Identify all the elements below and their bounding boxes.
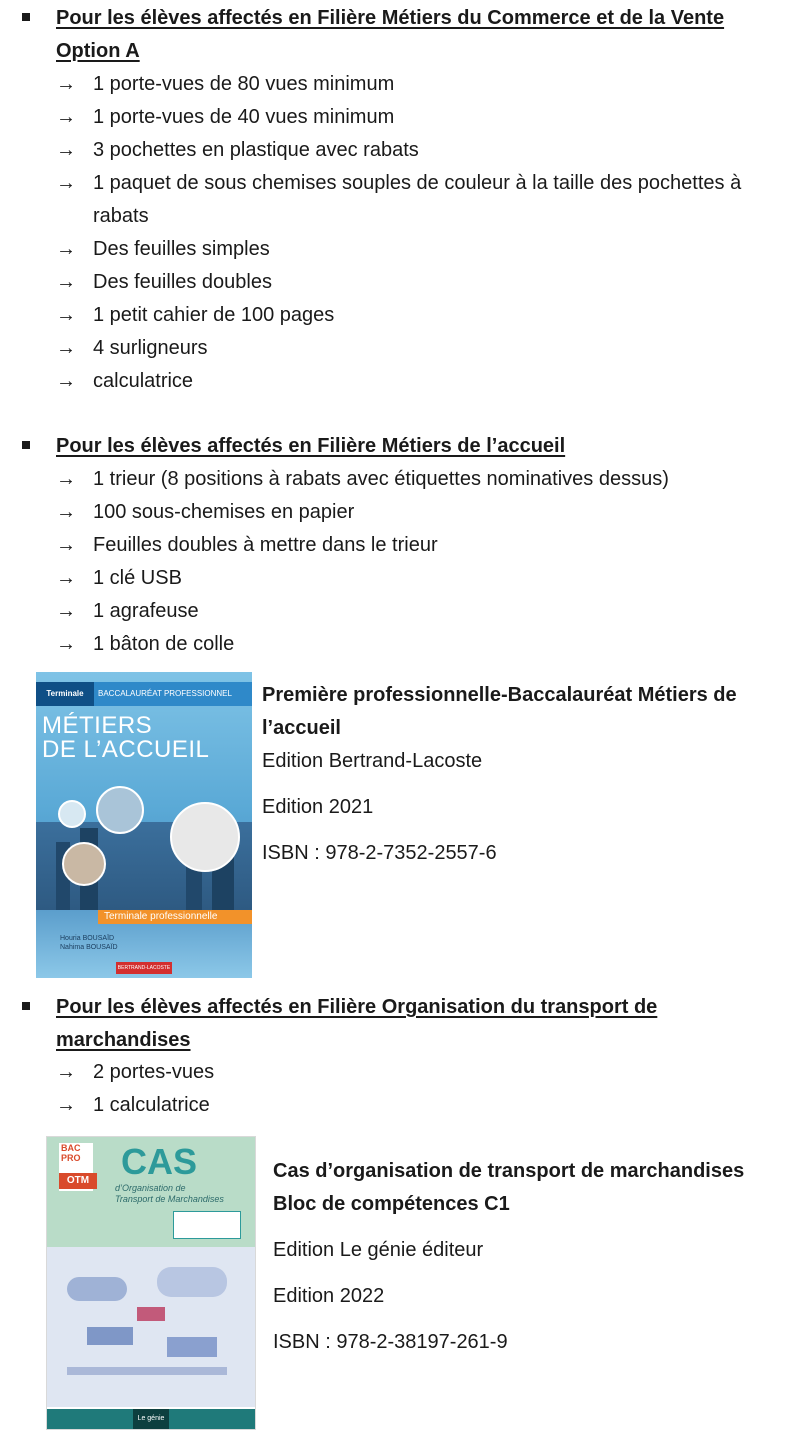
list-item: → 3 pochettes en plastique avec rabats — [0, 134, 783, 167]
cover-publisher-logo: Le génie — [133, 1409, 169, 1429]
right-arrow-icon: → — [56, 600, 76, 622]
book-title: Première professionnelle-Baccalauréat Métiers de l’accueil — [262, 684, 737, 739]
cover-bac-label: BAC PRO — [61, 1143, 81, 1163]
cover-illustration — [47, 1247, 255, 1407]
right-arrow-icon: → — [56, 172, 76, 194]
list-item: → Des feuilles doubles — [0, 266, 783, 299]
list-item: → 1 porte-vues de 40 vues minimum — [0, 101, 783, 134]
book-info — [273, 1155, 793, 1359]
list-item: → 1 calculatrice — [0, 1089, 783, 1122]
right-arrow-icon: → — [56, 106, 76, 128]
book-cover-cas-otm — [46, 1136, 256, 1430]
book-cover-metiers-accueil — [36, 672, 252, 978]
list-item: → 2 portes-vues — [0, 1056, 783, 1089]
supply-list — [0, 463, 805, 661]
cover-publisher-logo: BERTRAND-LACOSTE — [116, 962, 172, 974]
list-item: → 4 surligneurs — [0, 332, 783, 365]
right-arrow-icon: → — [56, 468, 76, 490]
list-item: → Feuilles doubles à mettre dans le trieur — [0, 529, 783, 562]
list-item: → 1 clé USB — [0, 562, 783, 595]
list-item: → 1 petit cahier de 100 pages — [0, 299, 783, 332]
section-heading: Pour les élèves affectés en Filière Métiers de l’accueil — [56, 435, 566, 457]
right-arrow-icon: → — [56, 501, 76, 523]
list-item: → 1 trieur (8 positions à rabats avec étiquettes nominatives dessus) — [0, 463, 783, 496]
book-title: Cas d’organisation de transport de marchandises Bloc de compétences C1 — [273, 1160, 745, 1215]
book-info — [262, 679, 792, 870]
square-bullet-icon — [22, 13, 30, 21]
cover-title: MÉTIERS DE L’ACCUEIL — [42, 712, 210, 763]
list-item: → calculatrice — [0, 365, 783, 398]
book-isbn: ISBN : 978-2-38197-261-9 — [273, 1331, 508, 1353]
cover-subtitle: d’Organisation de Transport de Marchandises — [115, 1183, 224, 1204]
book-publisher: Edition Bertrand-Lacoste — [262, 750, 483, 772]
square-bullet-icon — [22, 1002, 30, 1010]
book-isbn: ISBN : 978-2-7352-2557-6 — [262, 842, 497, 864]
cover-photo-circle — [96, 786, 144, 834]
list-item: → Des feuilles simples — [0, 233, 783, 266]
list-item: → 1 agrafeuse — [0, 595, 783, 628]
cover-photo-circle — [58, 800, 86, 828]
cover-photo-circle — [170, 802, 240, 872]
book-publisher: Edition Le génie éditeur — [273, 1239, 484, 1261]
right-arrow-icon: → — [56, 337, 76, 359]
supply-list — [0, 68, 805, 398]
cover-title: CAS — [121, 1141, 198, 1182]
right-arrow-icon: → — [56, 567, 76, 589]
right-arrow-icon: → — [56, 271, 76, 293]
section-heading: Pour les élèves affectés en Filière Organisation du transport de marchandises — [56, 996, 658, 1051]
right-arrow-icon: → — [56, 370, 76, 392]
right-arrow-icon: → — [56, 633, 76, 655]
cover-otm-label: OTM — [59, 1173, 97, 1189]
cover-level-band: Terminale professionnelle — [98, 910, 252, 924]
right-arrow-icon: → — [56, 1061, 76, 1083]
cover-stamp — [173, 1211, 241, 1239]
section-heading: Pour les élèves affectés en Filière Métiers du Commerce et de la Vente Option A — [56, 7, 725, 62]
supply-list — [0, 1056, 805, 1122]
right-arrow-icon: → — [56, 304, 76, 326]
square-bullet-icon — [22, 441, 30, 449]
right-arrow-icon: → — [56, 139, 76, 161]
book-edition: Edition 2022 — [273, 1285, 385, 1307]
right-arrow-icon: → — [56, 73, 76, 95]
right-arrow-icon: → — [56, 238, 76, 260]
cover-authors: Houria BOUSAÏD Nahima BOUSAÏD — [60, 935, 118, 951]
list-item: → 1 bâton de colle — [0, 628, 783, 661]
right-arrow-icon: → — [56, 534, 76, 556]
cover-series: BACCALAURÉAT PROFESSIONNEL — [98, 689, 232, 698]
book-edition: Edition 2021 — [262, 796, 374, 818]
list-item: → 1 porte-vues de 80 vues minimum — [0, 68, 783, 101]
list-item: → 1 paquet de sous chemises souples de couleur à la taille des pochettes à rabats — [0, 167, 783, 233]
list-item: → 100 sous-chemises en papier — [0, 496, 783, 529]
cover-photo-circle — [62, 842, 106, 886]
right-arrow-icon: → — [56, 1094, 76, 1116]
cover-tag: Terminale — [36, 682, 94, 706]
